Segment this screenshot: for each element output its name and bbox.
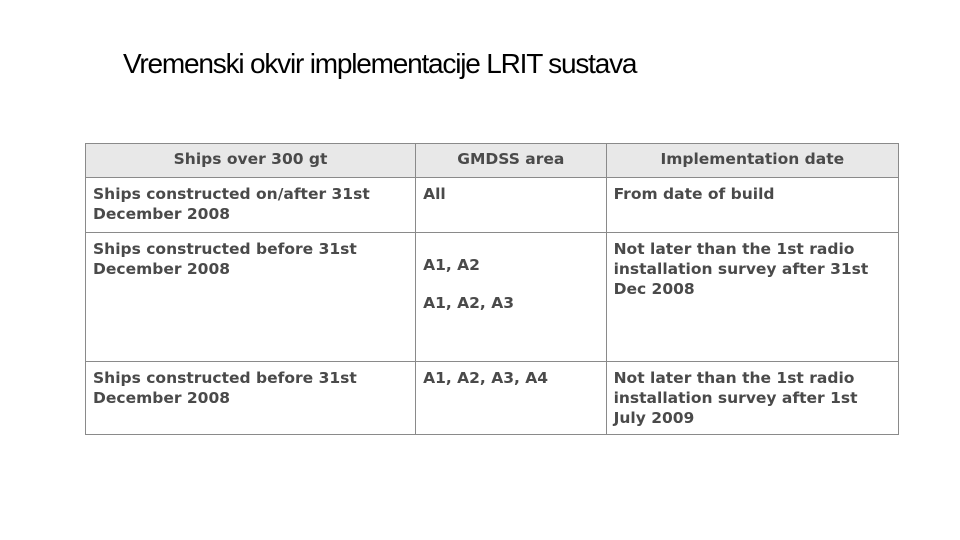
table-row [86, 362, 899, 435]
gmdss-area-cell [416, 233, 607, 362]
implementation-date-cell: From date of build [606, 178, 898, 233]
gmdss-area-cell: All [416, 178, 607, 233]
ships-cell: Ships constructed before 31st December 2008 [86, 233, 416, 362]
header-implementation-date: Implementation date [606, 144, 898, 178]
ships-cell: Ships constructed before 31st December 2008 [86, 362, 416, 435]
ships-cell: Ships constructed on/after 31st December 2008 [86, 178, 416, 233]
implementation-date-cell: Not later than the 1st radio installation survey after 1st July 2009 [606, 362, 898, 435]
table-row [86, 178, 899, 233]
header-ships: Ships over 300 gt [86, 144, 416, 178]
table-header-row [86, 144, 899, 178]
header-gmdss-area: GMDSS area [416, 144, 607, 178]
gmdss-area-cell: A1, A2, A3, A4 [416, 362, 607, 435]
table-row [86, 233, 899, 362]
implementation-date-cell: Not later than the 1st radio installation survey after 31st Dec 2008 [606, 233, 898, 362]
gmdss-area-line: A1, A2 [423, 256, 480, 274]
slide-title: Vremenski okvir implementacije LRIT sustava [123, 48, 637, 79]
lrit-implementation-table [85, 143, 899, 435]
gmdss-area-line: A1, A2, A3 [423, 294, 514, 312]
